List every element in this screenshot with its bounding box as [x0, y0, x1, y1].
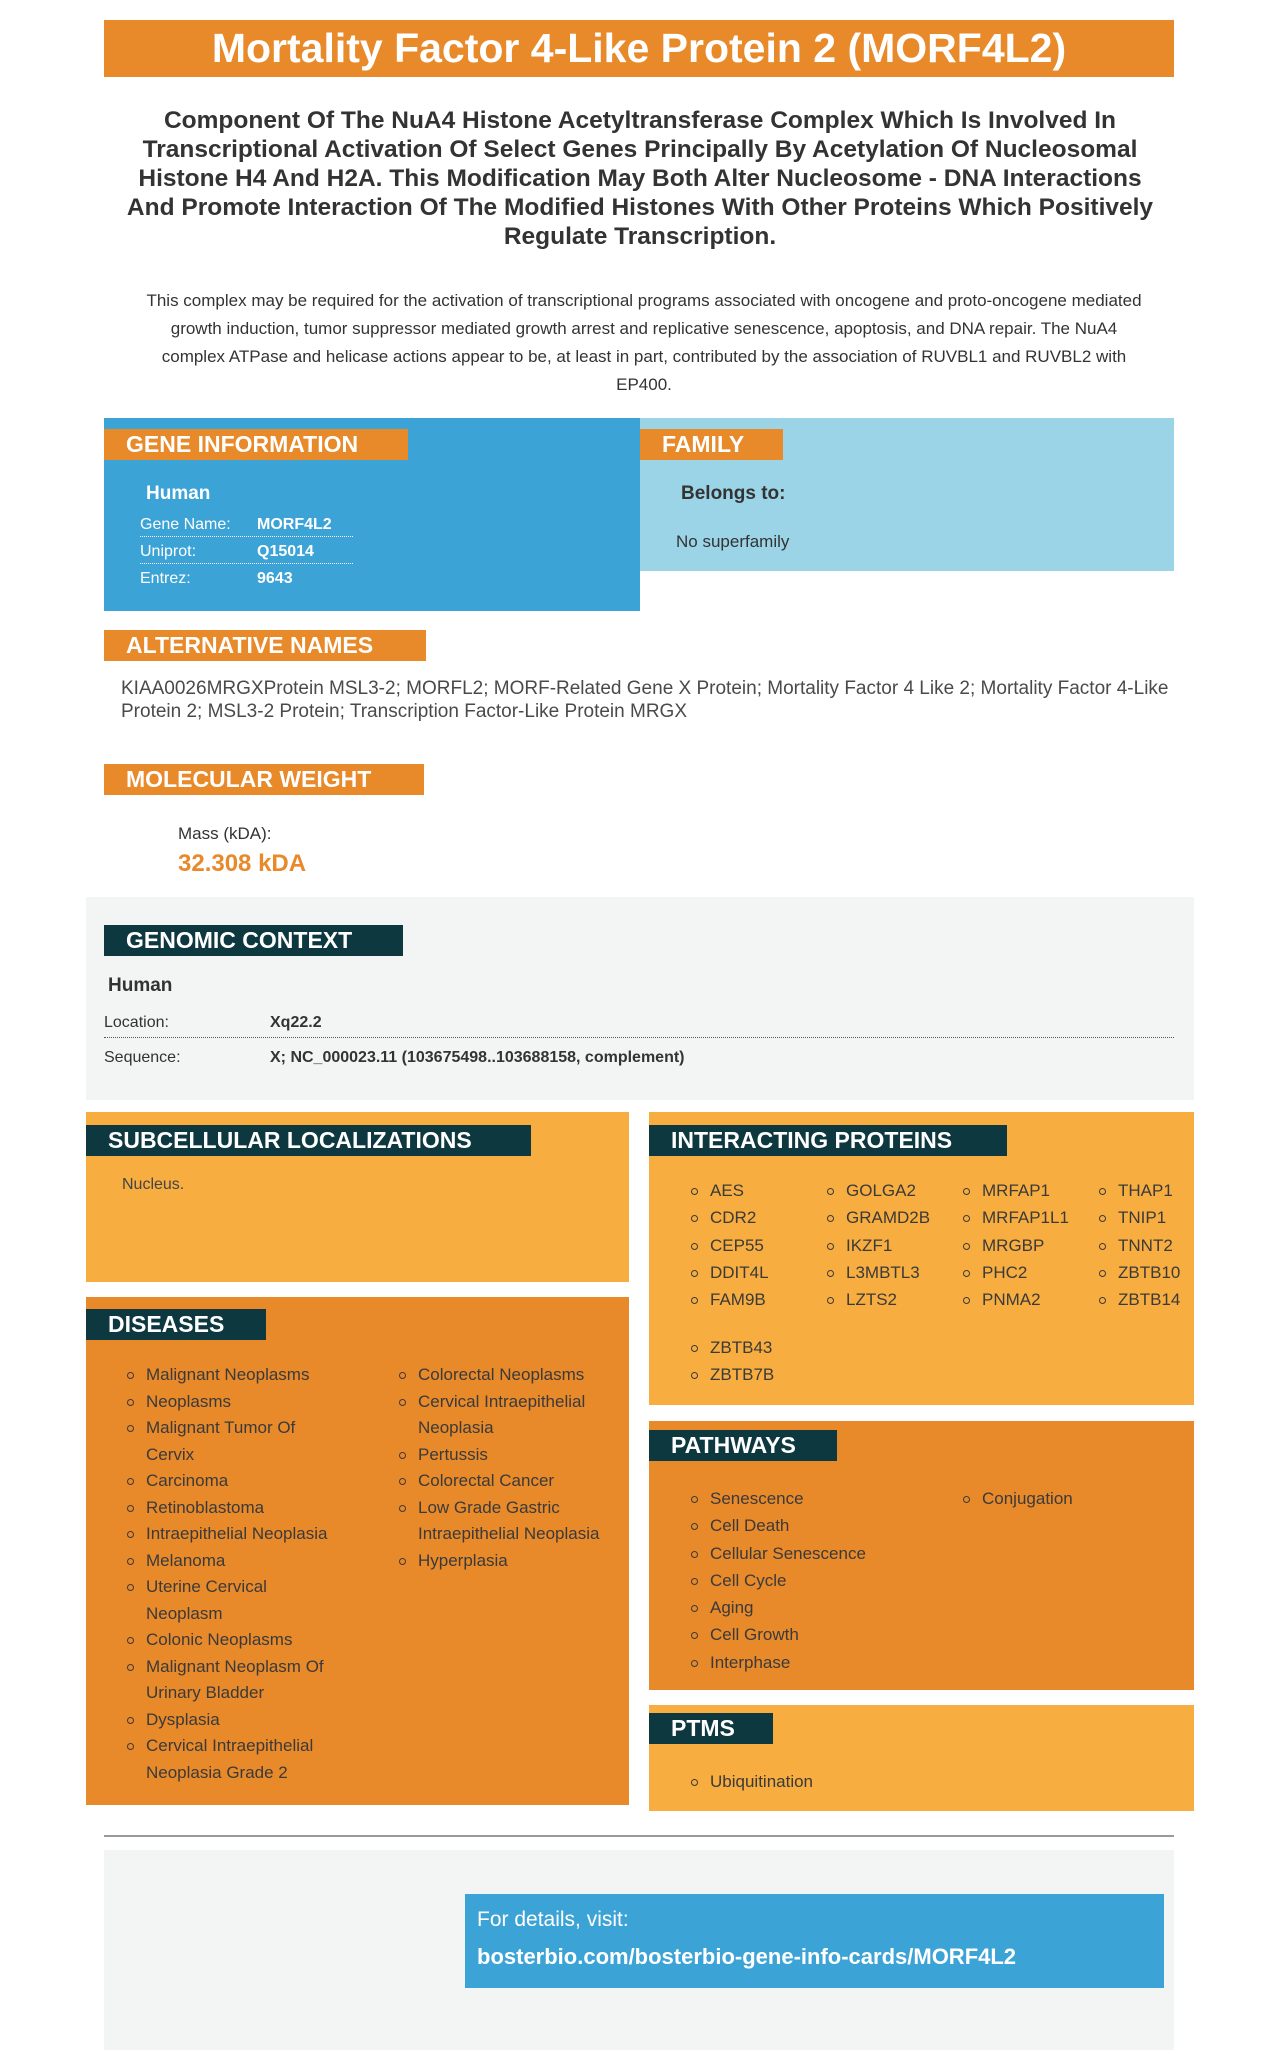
protein-function-summary: Component Of The NuA4 Histone Acetyltransferase Complex Which Is Involved In Transcriptional Activation Of Select Genes Principally By Acetylation Of Nucleosomal Histone H4 And H2A. This Modification May Both Alter Nucleosome - DNA Interactions And Promote Interaction Of The Modified Histones With Other Proteins Which Positively Regulate Transcription. — [126, 107, 1154, 250]
diseases-list-1 — [126, 1362, 376, 1786]
interacting-protein-item: ZBTB14 — [1098, 1286, 1193, 1313]
disease-item-text: Low Grade Gastric — [418, 1497, 560, 1517]
genomic-context-heading: GENOMIC CONTEXT — [104, 925, 403, 956]
interacting-protein-item: L3MBTL3 — [826, 1259, 956, 1286]
disease-item-text: Retinoblastoma — [146, 1497, 265, 1517]
interacting-list-3 — [962, 1177, 1097, 1313]
disease-item — [126, 1362, 376, 1389]
uniprot-row — [140, 539, 353, 564]
disease-item-text: Colorectal Cancer — [418, 1471, 555, 1490]
ptms-heading: PTMS — [649, 1713, 773, 1744]
pathway-item: Interphase — [690, 1649, 950, 1676]
genomic-species: Human — [108, 975, 173, 996]
family-heading: FAMILY — [640, 429, 783, 460]
pathway-item: Cell Growth — [690, 1621, 950, 1648]
disease-item-text: Colorectal Neoplasms — [418, 1365, 585, 1384]
disease-item — [126, 1495, 376, 1522]
disease-item-text: Hyperplasia — [418, 1550, 508, 1570]
location-label: Location: — [104, 1014, 169, 1031]
alternative-names-heading: ALTERNATIVE NAMES — [104, 630, 426, 661]
interacting-protein-item: PNMA2 — [962, 1286, 1097, 1313]
details-link-box[interactable] — [465, 1894, 1164, 1988]
pathways-heading: PATHWAYS — [649, 1430, 837, 1461]
pathways-list-1 — [690, 1485, 950, 1676]
footer-divider — [104, 1835, 1174, 1837]
disease-item — [398, 1442, 628, 1469]
disease-item — [126, 1415, 376, 1468]
disease-item — [126, 1707, 376, 1734]
disease-item — [398, 1362, 628, 1389]
disease-item — [126, 1548, 376, 1575]
interacting-list-4 — [1098, 1177, 1193, 1313]
disease-item — [398, 1548, 628, 1575]
family-belongs-label: Belongs to: — [681, 483, 786, 504]
subcellular-heading: SUBCELLULAR LOCALIZATIONS — [86, 1125, 531, 1156]
interacting-protein-item: MRFAP1 — [962, 1177, 1097, 1204]
disease-item — [398, 1468, 628, 1495]
pathway-item: Cellular Senescence — [690, 1540, 950, 1567]
gene-name-row — [140, 512, 353, 537]
disease-item — [398, 1495, 628, 1548]
ptms-list — [690, 1768, 950, 1795]
interacting-protein-item: TNIP1 — [1098, 1204, 1193, 1231]
location-value: Xq22.2 — [270, 1014, 322, 1031]
mass-value: 32.308 kDA — [178, 850, 307, 877]
pathway-item: Cell Cycle — [690, 1567, 950, 1594]
mass-label: Mass (kDA): — [178, 824, 272, 843]
disease-item-text: Intraepithelial Neoplasia — [146, 1524, 328, 1543]
disease-item — [126, 1389, 376, 1416]
disease-item-text: Cervical Intraepithelial — [146, 1736, 314, 1755]
interacting-protein-item: THAP1 — [1098, 1177, 1193, 1204]
disease-item — [126, 1627, 376, 1654]
interacting-protein-item: GOLGA2 — [826, 1177, 956, 1204]
entrez-row — [140, 566, 353, 591]
uniprot-value: Q15014 — [257, 543, 314, 560]
disease-item-text: Pertussis — [418, 1444, 488, 1464]
interacting-proteins-heading: INTERACTING PROTEINS — [649, 1125, 1007, 1156]
disease-item — [398, 1389, 628, 1442]
disease-item-text: Cervical Intraepithelial — [418, 1391, 586, 1411]
disease-item-text: Dysplasia — [146, 1709, 220, 1729]
family-value: No superfamily — [676, 532, 790, 551]
interacting-protein-item: CDR2 — [690, 1204, 820, 1231]
interacting-list-2 — [826, 1177, 956, 1313]
disease-item-text: Urinary Bladder — [146, 1683, 265, 1702]
pathway-item: Conjugation — [962, 1485, 1162, 1512]
interacting-protein-item: IKZF1 — [826, 1232, 956, 1259]
disease-item-text: Neoplasms — [146, 1391, 232, 1411]
sequence-row — [104, 1043, 1174, 1073]
interacting-protein-item: MRFAP1L1 — [962, 1204, 1097, 1231]
pathways-list-2 — [962, 1485, 1162, 1512]
interacting-protein-item: ZBTB10 — [1098, 1259, 1193, 1286]
gene-name-value: MORF4L2 — [257, 516, 332, 533]
protein-description: This complex may be required for the activation of transcriptional programs associated with oncogene and proto-oncogene mediated growth induction, tumor suppressor mediated growth arrest and replicative senescence, apoptosis, and DNA repair. The NuA4 complex ATPase and helicase actions appear to be, at least in part, contributed by the association of RUVBL1 and RUVBL2 with EP400. — [146, 291, 1142, 394]
disease-item-text: Neoplasm — [146, 1603, 223, 1623]
subcellular-value: Nucleus. — [122, 1176, 185, 1193]
details-url-link[interactable]: bosterbio.com/bosterbio-gene-info-cards/MORF4L2 — [477, 1944, 1017, 1969]
interacting-protein-item: GRAMD2B — [826, 1204, 956, 1231]
gene-name-label: Gene Name: — [140, 516, 231, 533]
disease-item — [126, 1521, 376, 1548]
interacting-protein-item: FAM9B — [690, 1286, 820, 1313]
sequence-label: Sequence: — [104, 1049, 181, 1066]
interacting-protein-item: ZBTB43 — [690, 1334, 820, 1361]
interacting-protein-item: ZBTB7B — [690, 1361, 820, 1388]
diseases-list-2 — [398, 1362, 628, 1574]
gene-information-heading: GENE INFORMATION — [104, 429, 408, 460]
disease-item-text: Intraepithelial Neoplasia — [418, 1524, 600, 1543]
interacting-protein-item: LZTS2 — [826, 1286, 956, 1313]
disease-item — [126, 1468, 376, 1495]
entrez-value: 9643 — [257, 570, 293, 587]
pathway-item: Cell Death — [690, 1512, 950, 1539]
interacting-protein-item: AES — [690, 1177, 820, 1204]
disease-item-text: Melanoma — [146, 1550, 226, 1570]
diseases-heading: DISEASES — [86, 1309, 266, 1340]
interacting-list-extra — [690, 1334, 820, 1389]
disease-item-text: Carcinoma — [146, 1471, 229, 1490]
page-title: Mortality Factor 4-Like Protein 2 (MORF4L2) — [104, 20, 1174, 77]
interacting-list-1 — [690, 1177, 820, 1313]
disease-item — [126, 1654, 376, 1707]
uniprot-label: Uniprot: — [140, 543, 197, 560]
pathway-item: Aging — [690, 1594, 950, 1621]
disease-item-text: Malignant Neoplasms — [146, 1365, 310, 1384]
location-row — [104, 1008, 1174, 1038]
gene-species: Human — [146, 483, 211, 504]
interacting-protein-item: TNNT2 — [1098, 1232, 1193, 1259]
disease-item-text: Malignant Tumor Of — [146, 1418, 296, 1437]
interacting-protein-item: PHC2 — [962, 1259, 1097, 1286]
entrez-label: Entrez: — [140, 570, 191, 587]
disease-item-text: Uterine Cervical — [146, 1577, 267, 1596]
sequence-value: X; NC_000023.11 (103675498..103688158, complement) — [270, 1049, 685, 1066]
ptm-item: Ubiquitination — [690, 1768, 950, 1795]
disease-item-text: Cervix — [146, 1444, 195, 1464]
interacting-protein-item: DDIT4L — [690, 1259, 820, 1286]
disease-item-text: Colonic Neoplasms — [146, 1630, 293, 1649]
disease-item-text: Neoplasia Grade 2 — [146, 1762, 288, 1782]
disease-item-text: Neoplasia — [418, 1418, 494, 1437]
details-prompt: For details, visit: — [477, 1908, 629, 1931]
interacting-protein-item: CEP55 — [690, 1232, 820, 1259]
interacting-protein-item: MRGBP — [962, 1232, 1097, 1259]
disease-item — [126, 1574, 376, 1627]
disease-item-text: Malignant Neoplasm Of — [146, 1656, 324, 1676]
alternative-names-text: KIAA0026MRGXProtein MSL3-2; MORFL2; MORF-Related Gene X Protein; Mortality Factor 4 Like 2; Mortality Factor 4-Like Protein 2; MSL3-2 Protein; Transcription Factor-Like Protein MRGX — [121, 678, 1169, 722]
molecular-weight-heading: MOLECULAR WEIGHT — [104, 764, 424, 795]
pathway-item: Senescence — [690, 1485, 950, 1512]
disease-item — [126, 1733, 376, 1786]
